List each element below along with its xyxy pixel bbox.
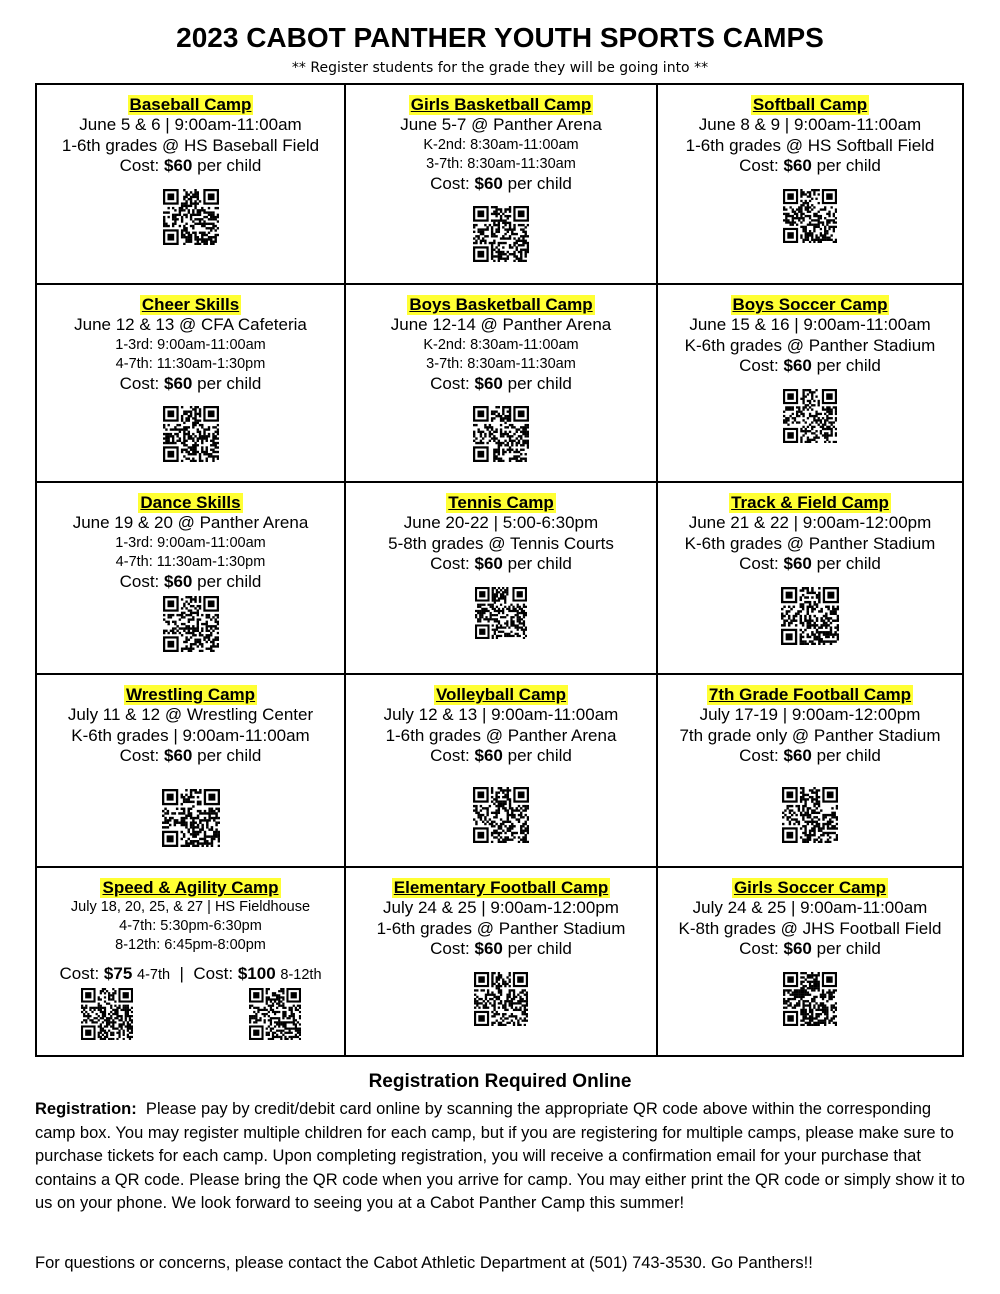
camp-cost: Cost: $60 per child	[430, 173, 572, 193]
camp-cost: Cost: $60 per child	[119, 156, 262, 175]
camp-title: Elementary Football Camp	[393, 878, 609, 897]
camp-title: 7th Grade Football Camp	[708, 685, 912, 704]
camp-cost: Cost: $60 per child	[119, 373, 262, 393]
camp-cost: Cost: $60 per child	[430, 746, 572, 765]
registration-qr-code[interactable]	[37, 789, 344, 847]
camp-title: Dance Skills	[140, 493, 241, 512]
page-title: 2023 CABOT PANTHER YOUTH SPORTS CAMPS	[176, 22, 824, 53]
camp-detail: June 12 & 13 @ CFA Cafeteria	[74, 315, 307, 334]
page-subtitle: ** Register students for the grade they will be going into **	[291, 60, 709, 76]
camp-detail: July 24 & 25 | 9:00am-12:00pm	[383, 898, 619, 917]
camp-cost: Cost: $60 per child	[430, 554, 572, 573]
registration-label: Registration:	[35, 1100, 137, 1118]
camp-session: K-2nd: 8:30am-11:00am	[423, 136, 579, 153]
camp-detail: 1-6th grades @ Panther Stadium	[376, 918, 626, 938]
registration-qr-code[interactable]	[346, 972, 656, 1026]
camp-title: Softball Camp	[752, 95, 868, 114]
camp-box-girls-basketball	[346, 85, 658, 285]
camp-title: Tennis Camp	[448, 493, 554, 512]
registration-qr-code[interactable]	[346, 587, 656, 639]
camp-session: K-2nd: 8:30am-11:00am	[423, 336, 579, 353]
registration-qr-code[interactable]	[658, 189, 962, 243]
camp-session: 4-7th: 11:30am-1:30pm	[115, 355, 266, 372]
camp-box-7th-grade-football	[658, 675, 962, 868]
camp-detail: June 15 & 16 | 9:00am-11:00am	[689, 315, 931, 334]
camp-session: 4-7th: 5:30pm-6:30pm	[119, 918, 262, 934]
camp-box-tennis	[346, 483, 658, 675]
camp-box-speed-agility	[37, 868, 346, 1055]
registration-qr-code-4-7th[interactable]	[81, 988, 133, 1040]
contact-info: For questions or concerns, please contact the Cabot Athletic Department at (501) 743-3530. Go Panthers!!	[35, 1254, 813, 1272]
camp-cost: Cost: $60 per child	[739, 939, 881, 958]
registration-qr-code[interactable]	[658, 389, 962, 443]
registration-qr-code[interactable]	[37, 596, 344, 652]
camp-detail: June 8 & 9 | 9:00am-11:00am	[698, 115, 922, 134]
camp-box-boys-soccer	[658, 285, 962, 483]
camp-cost: Cost: $60 per child	[739, 356, 881, 375]
registration-qr-code[interactable]	[658, 972, 962, 1026]
camp-box-volleyball	[346, 675, 658, 868]
camp-session: 1-3rd: 9:00am-11:00am	[115, 534, 266, 551]
camp-detail: 7th grade only @ Panther Stadium	[679, 725, 941, 745]
camp-title: Track & Field Camp	[731, 493, 889, 512]
camp-detail: July 24 & 25 | 9:00am-11:00am	[692, 898, 928, 917]
camp-detail: July 17-19 | 9:00am-12:00pm	[699, 705, 921, 724]
camp-detail: June 21 & 22 | 9:00am-12:00pm	[688, 513, 932, 532]
camp-session: 1-3rd: 9:00am-11:00am	[115, 336, 266, 353]
camp-session: 4-7th: 11:30am-1:30pm	[115, 553, 266, 570]
camp-detail: K-6th grades @ Panther Stadium	[684, 533, 936, 553]
camp-cost: Cost: $60 per child	[430, 939, 572, 958]
camp-title: Volleyball Camp	[435, 685, 567, 704]
camp-session: 3-7th: 8:30am-11:30am	[426, 155, 576, 172]
registration-text: Please pay by credit/debit card online by scanning the appropriate QR code above within the corresponding camp box. You may register multiple children for each camp, but if you are registering for multiple camps, please make sure to purchase tickets for each camp. Upon completing registration, you will receive a confirmation email for your purchase that contains a QR code. Please bring the QR code when you arrive for camp. You may either print the QR code or simply show it to us on your phone. We look forward to seeing you at a Cabot Panther Camp this summer!	[35, 1100, 970, 1212]
registration-qr-code-8-12th[interactable]	[249, 988, 301, 1040]
registration-qr-code[interactable]	[658, 587, 962, 645]
camp-cost: Cost: $60 per child	[119, 746, 262, 765]
camp-detail: June 19 & 20 @ Panther Arena	[72, 513, 309, 532]
camp-title: Baseball Camp	[129, 95, 252, 114]
camp-box-track-field	[658, 483, 962, 675]
camp-cost: Cost: $60 per child	[739, 156, 881, 175]
camp-cost: Cost: $60 per child	[119, 571, 262, 591]
registration-qr-code[interactable]	[346, 206, 656, 262]
camp-title: Girls Basketball Camp	[410, 95, 592, 114]
camp-detail: June 20-22 | 5:00-6:30pm	[403, 513, 599, 532]
camp-session: 3-7th: 8:30am-11:30am	[426, 355, 576, 372]
registration-qr-code[interactable]	[658, 787, 962, 843]
camp-cost: Cost: $75 4-7th | Cost: $100 8-12th	[59, 964, 322, 983]
camp-detail: July 11 & 12 @ Wrestling Center	[67, 705, 314, 724]
camp-detail: 1-6th grades @ HS Baseball Field	[61, 135, 320, 155]
camp-detail: 1-6th grades @ HS Softball Field	[685, 135, 935, 155]
registration-instructions	[35, 1098, 970, 1216]
camp-detail: 1-6th grades @ Panther Arena	[385, 725, 617, 745]
camp-detail: K-6th grades @ Panther Stadium	[684, 335, 936, 355]
registration-qr-code[interactable]	[346, 406, 656, 462]
camp-box-girls-soccer	[658, 868, 962, 1055]
camp-grid	[35, 83, 964, 1057]
registration-qr-code[interactable]	[346, 787, 656, 843]
camp-detail: June 5 & 6 | 9:00am-11:00am	[79, 115, 302, 134]
camp-detail: K-8th grades @ JHS Football Field	[678, 918, 942, 938]
registration-heading: Registration Required Online	[368, 1071, 632, 1092]
camp-title: Wrestling Camp	[125, 685, 256, 704]
camp-title: Boys Soccer Camp	[732, 295, 888, 314]
registration-qr-code[interactable]	[37, 189, 344, 245]
camp-detail: June 5-7 @ Panther Arena	[400, 115, 602, 134]
camp-cost: Cost: $60 per child	[739, 554, 881, 573]
registration-qr-code[interactable]	[37, 406, 344, 462]
camp-detail: June 12-14 @ Panther Arena	[390, 315, 612, 334]
camp-box-cheer	[37, 285, 346, 483]
camp-box-softball	[658, 85, 962, 285]
camp-title: Girls Soccer Camp	[733, 878, 887, 897]
camp-detail: 5-8th grades @ Tennis Courts	[388, 533, 614, 553]
camp-detail: July 12 & 13 | 9:00am-11:00am	[383, 705, 619, 724]
camp-title: Speed & Agility Camp	[102, 878, 279, 897]
camp-box-dance	[37, 483, 346, 675]
camp-cost: Cost: $60 per child	[739, 746, 881, 765]
camp-title: Cheer Skills	[141, 295, 240, 314]
camp-box-boys-basketball	[346, 285, 658, 483]
camp-title: Boys Basketball Camp	[409, 295, 593, 314]
camp-box-baseball	[37, 85, 346, 285]
camp-session: 8-12th: 6:45pm-8:00pm	[115, 937, 266, 953]
camp-box-elementary-football	[346, 868, 658, 1055]
camp-detail: K-6th grades | 9:00am-11:00am	[71, 725, 310, 745]
camp-cost: Cost: $60 per child	[430, 373, 572, 393]
camp-box-wrestling	[37, 675, 346, 868]
qr-code-pair	[81, 988, 301, 1040]
camp-detail: July 18, 20, 25, & 27 | HS Fieldhouse	[70, 899, 311, 915]
